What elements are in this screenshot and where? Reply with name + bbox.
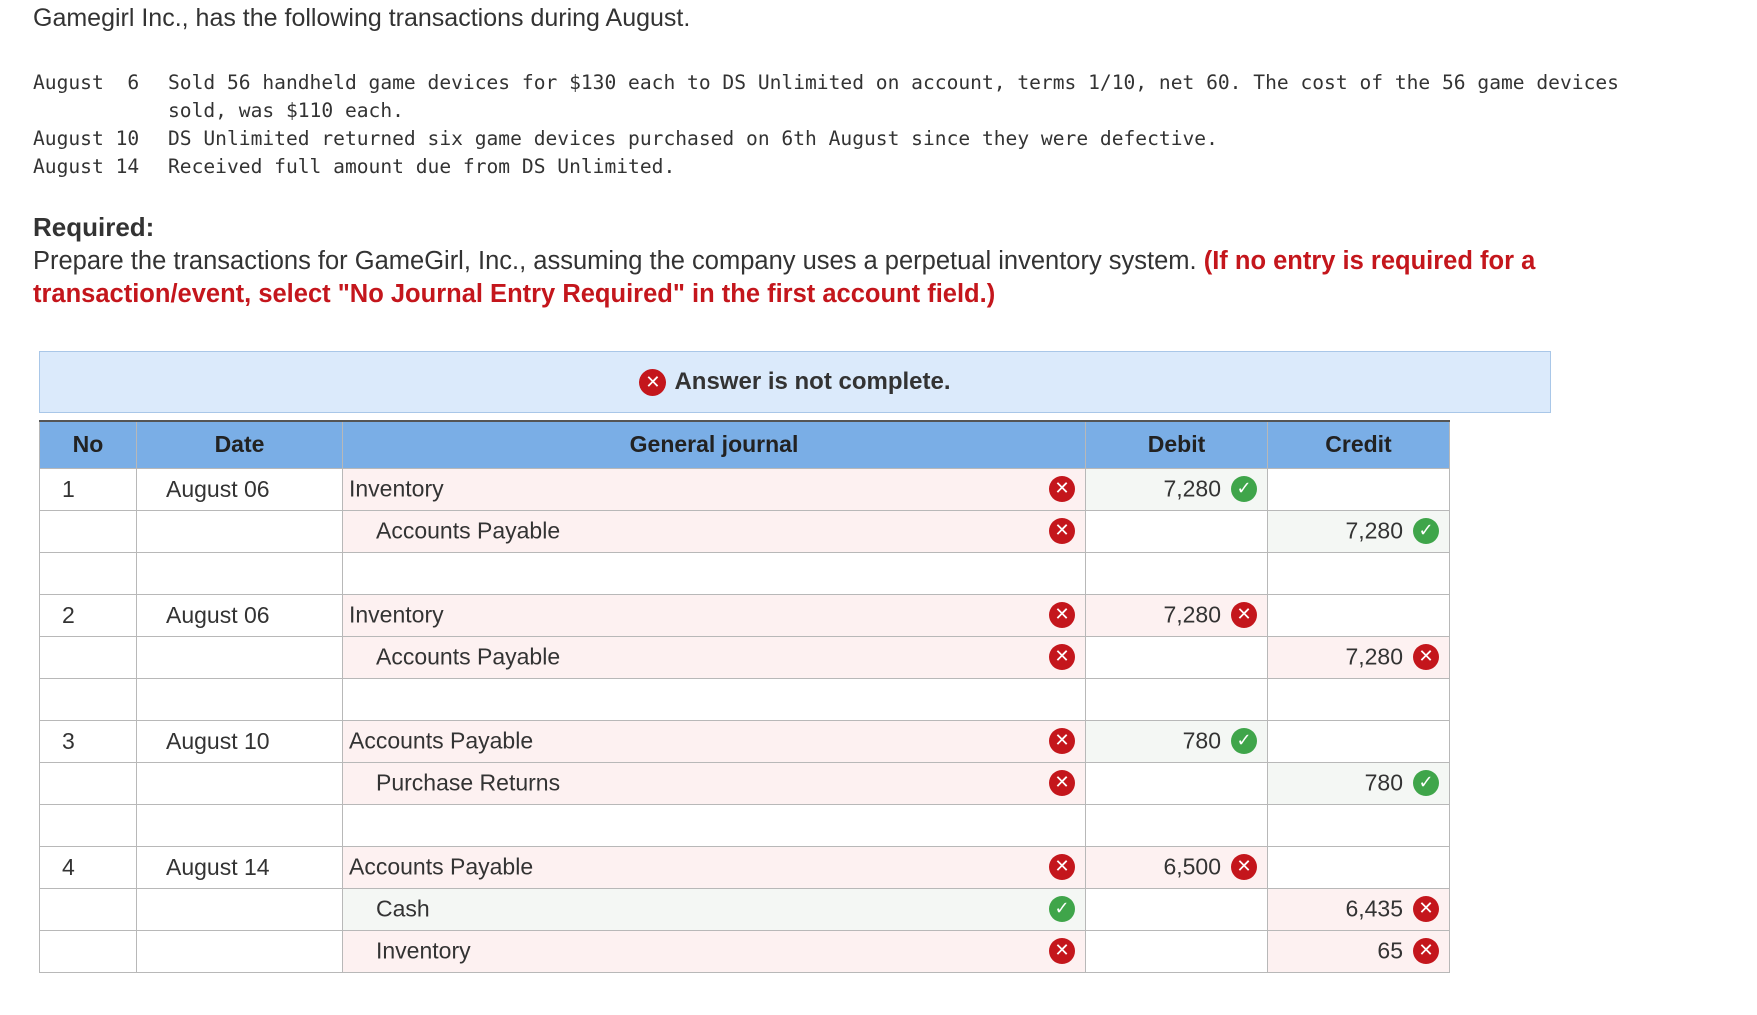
journal-row <box>40 762 1450 804</box>
entry-date[interactable] <box>137 762 343 804</box>
entry-date[interactable]: August 06 <box>137 468 343 510</box>
transaction-description: Received full amount due from DS Unlimited. <box>168 155 676 178</box>
credit-field[interactable] <box>1268 678 1450 720</box>
entry-number <box>40 510 137 552</box>
column-header-general-journal: General journal <box>343 421 1086 468</box>
entry-date[interactable] <box>137 804 343 846</box>
account-field[interactable] <box>343 804 1086 846</box>
journal-row <box>40 846 1450 888</box>
debit-field[interactable] <box>1086 846 1268 888</box>
account-field[interactable] <box>343 930 1086 972</box>
transaction-description: DS Unlimited returned six game devices purchased on 6th August since they were defective. <box>168 127 1218 150</box>
column-header-credit: Credit <box>1268 421 1450 468</box>
entry-date[interactable]: August 10 <box>137 720 343 762</box>
required-body: Prepare the transactions for GameGirl, Inc., assuming the company uses a perpetual inventory system. <box>33 247 1197 275</box>
transaction-date: August 10 <box>33 127 140 150</box>
credit-field[interactable] <box>1268 468 1450 510</box>
check-circle-icon: ✓ <box>1231 728 1257 754</box>
credit-field[interactable] <box>1268 594 1450 636</box>
entry-number <box>40 678 137 720</box>
account-name: Inventory <box>349 475 444 502</box>
journal-row <box>40 888 1450 930</box>
account-name: Accounts Payable <box>349 727 534 754</box>
journal-row <box>40 468 1450 510</box>
credit-field[interactable] <box>1268 762 1450 804</box>
journal-row <box>40 804 1450 846</box>
credit-field[interactable] <box>1268 930 1450 972</box>
entry-number: 3 <box>40 720 137 762</box>
credit-field[interactable] <box>1268 636 1450 678</box>
entry-number <box>40 762 137 804</box>
x-circle-icon: ✕ <box>1413 644 1439 670</box>
debit-field[interactable] <box>1086 468 1268 510</box>
account-name: Inventory <box>349 601 444 628</box>
x-circle-icon: ✕ <box>1413 938 1439 964</box>
credit-amount: 65 <box>1377 937 1403 964</box>
transaction-date: August 14 <box>33 155 140 178</box>
journal-row <box>40 594 1450 636</box>
credit-amount: 7,280 <box>1345 643 1403 670</box>
journal-row <box>40 510 1450 552</box>
account-name: Accounts Payable <box>376 517 561 544</box>
debit-field[interactable] <box>1086 888 1268 930</box>
account-field[interactable] <box>343 846 1086 888</box>
entry-number <box>40 888 137 930</box>
x-circle-icon: ✕ <box>1049 728 1075 754</box>
entry-number <box>40 804 137 846</box>
debit-field[interactable] <box>1086 804 1268 846</box>
check-circle-icon: ✓ <box>1413 770 1439 796</box>
x-circle-icon: ✕ <box>1231 854 1257 880</box>
check-circle-icon: ✓ <box>1049 896 1075 922</box>
x-circle-icon: ✕ <box>1049 476 1075 502</box>
journal-row <box>40 720 1450 762</box>
entry-date[interactable] <box>137 636 343 678</box>
debit-amount: 6,500 <box>1163 853 1221 880</box>
x-circle-icon: ✕ <box>1413 896 1439 922</box>
debit-field[interactable] <box>1086 930 1268 972</box>
account-field[interactable] <box>343 888 1086 930</box>
entry-date[interactable]: August 14 <box>137 846 343 888</box>
debit-field[interactable] <box>1086 510 1268 552</box>
account-field[interactable] <box>343 468 1086 510</box>
journal-row <box>40 930 1450 972</box>
account-name: Cash <box>376 895 430 922</box>
credit-field[interactable] <box>1268 888 1450 930</box>
intro-text: Gamegirl Inc., has the following transactions during August. <box>33 4 691 32</box>
credit-amount: 7,280 <box>1345 517 1403 544</box>
account-field[interactable] <box>343 678 1086 720</box>
x-circle-icon: ✕ <box>1049 602 1075 628</box>
journal-row <box>40 678 1450 720</box>
check-circle-icon: ✓ <box>1231 476 1257 502</box>
x-circle-icon: ✕ <box>639 369 666 396</box>
x-circle-icon: ✕ <box>1049 938 1075 964</box>
account-name: Purchase Returns <box>376 769 561 796</box>
credit-field[interactable] <box>1268 510 1450 552</box>
entry-date[interactable] <box>137 678 343 720</box>
debit-amount: 7,280 <box>1163 601 1221 628</box>
entry-number: 2 <box>40 594 137 636</box>
required-heading: Required: <box>33 212 155 242</box>
entry-date[interactable] <box>137 930 343 972</box>
entry-date[interactable] <box>137 510 343 552</box>
column-header-debit: Debit <box>1086 421 1268 468</box>
x-circle-icon: ✕ <box>1049 644 1075 670</box>
debit-amount: 780 <box>1182 727 1221 754</box>
account-field[interactable] <box>343 552 1086 594</box>
credit-amount: 6,435 <box>1345 895 1403 922</box>
x-circle-icon: ✕ <box>1049 854 1075 880</box>
credit-field[interactable] <box>1268 804 1450 846</box>
required-text <box>33 245 1733 311</box>
x-circle-icon: ✕ <box>1049 518 1075 544</box>
credit-field[interactable] <box>1268 552 1450 594</box>
debit-field[interactable] <box>1086 720 1268 762</box>
x-circle-icon: ✕ <box>1049 770 1075 796</box>
required-instruction: (If no entry is required for a transaction/event, select "No Journal Entry Required" in the first account field.) <box>33 247 1536 308</box>
journal-table <box>39 420 1450 973</box>
transaction-list <box>33 69 1688 181</box>
account-field[interactable] <box>343 510 1086 552</box>
debit-field[interactable] <box>1086 552 1268 594</box>
x-circle-icon: ✕ <box>1231 602 1257 628</box>
journal-row <box>40 552 1450 594</box>
debit-field[interactable] <box>1086 678 1268 720</box>
transaction-item <box>33 125 1688 153</box>
entry-number <box>40 930 137 972</box>
column-header-no: No <box>40 421 137 468</box>
transaction-date: August 6 <box>33 71 140 94</box>
check-circle-icon: ✓ <box>1413 518 1439 544</box>
column-header-date: Date <box>137 421 343 468</box>
entry-number: 4 <box>40 846 137 888</box>
transaction-item <box>33 69 1688 125</box>
answer-status-text: Answer is not complete. <box>674 368 951 395</box>
credit-field[interactable] <box>1268 720 1450 762</box>
entry-number <box>40 552 137 594</box>
account-name: Accounts Payable <box>349 853 534 880</box>
account-name: Accounts Payable <box>376 643 561 670</box>
debit-field[interactable] <box>1086 636 1268 678</box>
account-field[interactable] <box>343 594 1086 636</box>
credit-field[interactable] <box>1268 846 1450 888</box>
entry-number <box>40 636 137 678</box>
entry-date[interactable] <box>137 888 343 930</box>
journal-row <box>40 636 1450 678</box>
debit-field[interactable] <box>1086 594 1268 636</box>
entry-date[interactable]: August 06 <box>137 594 343 636</box>
debit-field[interactable] <box>1086 762 1268 804</box>
account-field[interactable] <box>343 636 1086 678</box>
account-field[interactable] <box>343 762 1086 804</box>
account-field[interactable] <box>343 720 1086 762</box>
transaction-description: Sold 56 handheld game devices for $130 each to DS Unlimited on account, terms 1/10, net 60. The cost of the 56 game devices sold, was $110 each. <box>168 71 1631 122</box>
credit-amount: 780 <box>1364 769 1403 796</box>
journal-header-row <box>40 421 1450 468</box>
entry-number: 1 <box>40 468 137 510</box>
debit-amount: 7,280 <box>1163 475 1221 502</box>
transaction-item <box>33 153 1688 181</box>
entry-date[interactable] <box>137 552 343 594</box>
answer-status-banner <box>39 351 1551 413</box>
account-name: Inventory <box>376 937 471 964</box>
